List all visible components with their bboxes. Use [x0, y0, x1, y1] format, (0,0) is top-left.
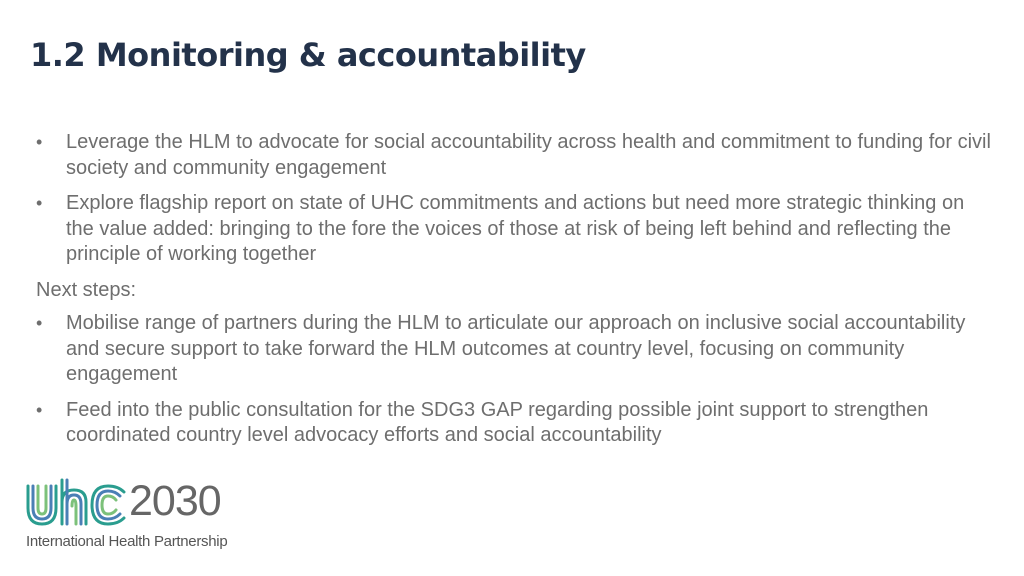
bullet-dot-icon: • [36, 132, 43, 152]
bullet-text: Feed into the public consultation for the SDG3 GAP regarding possible joint support to strengthen coordinated country level advocacy efforts and social accountability [66, 398, 929, 446]
uhc-logo-icon [24, 478, 128, 530]
bullet-text: Leverage the HLM to advocate for social accountability across health and commitment to funding for civil society and community engagement [66, 131, 991, 179]
logo-year: 2030 [129, 477, 221, 525]
bullet-item [36, 311, 996, 388]
slide-content [36, 130, 996, 459]
bullet-item [36, 130, 996, 181]
bullet-dot-icon: • [36, 399, 43, 420]
slide-title: 1.2 Monitoring & accountability [30, 36, 586, 74]
bullet-item [36, 398, 996, 449]
bullet-text: Explore flagship report on state of UHC commitments and actions but need more strategic thinking on the value added: bringing to the fore the voices of those at risk of being left behind and reflecting the principle of working together [66, 192, 965, 265]
uhc2030-logo [24, 478, 249, 553]
bullet-dot-icon: • [36, 313, 43, 333]
bullet-list-next-steps [36, 311, 996, 449]
bullet-list-top [36, 130, 996, 268]
logo-tagline: International Health Partnership [26, 533, 228, 550]
bullet-dot-icon: • [36, 193, 43, 213]
next-steps-heading: Next steps: [36, 278, 137, 301]
bullet-item [36, 191, 996, 268]
bullet-text: Mobilise range of partners during the HLM to articulate our approach on inclusive social accountability and secure support to take forward the HLM outcomes at country level, focusing on community engagement [66, 312, 966, 385]
